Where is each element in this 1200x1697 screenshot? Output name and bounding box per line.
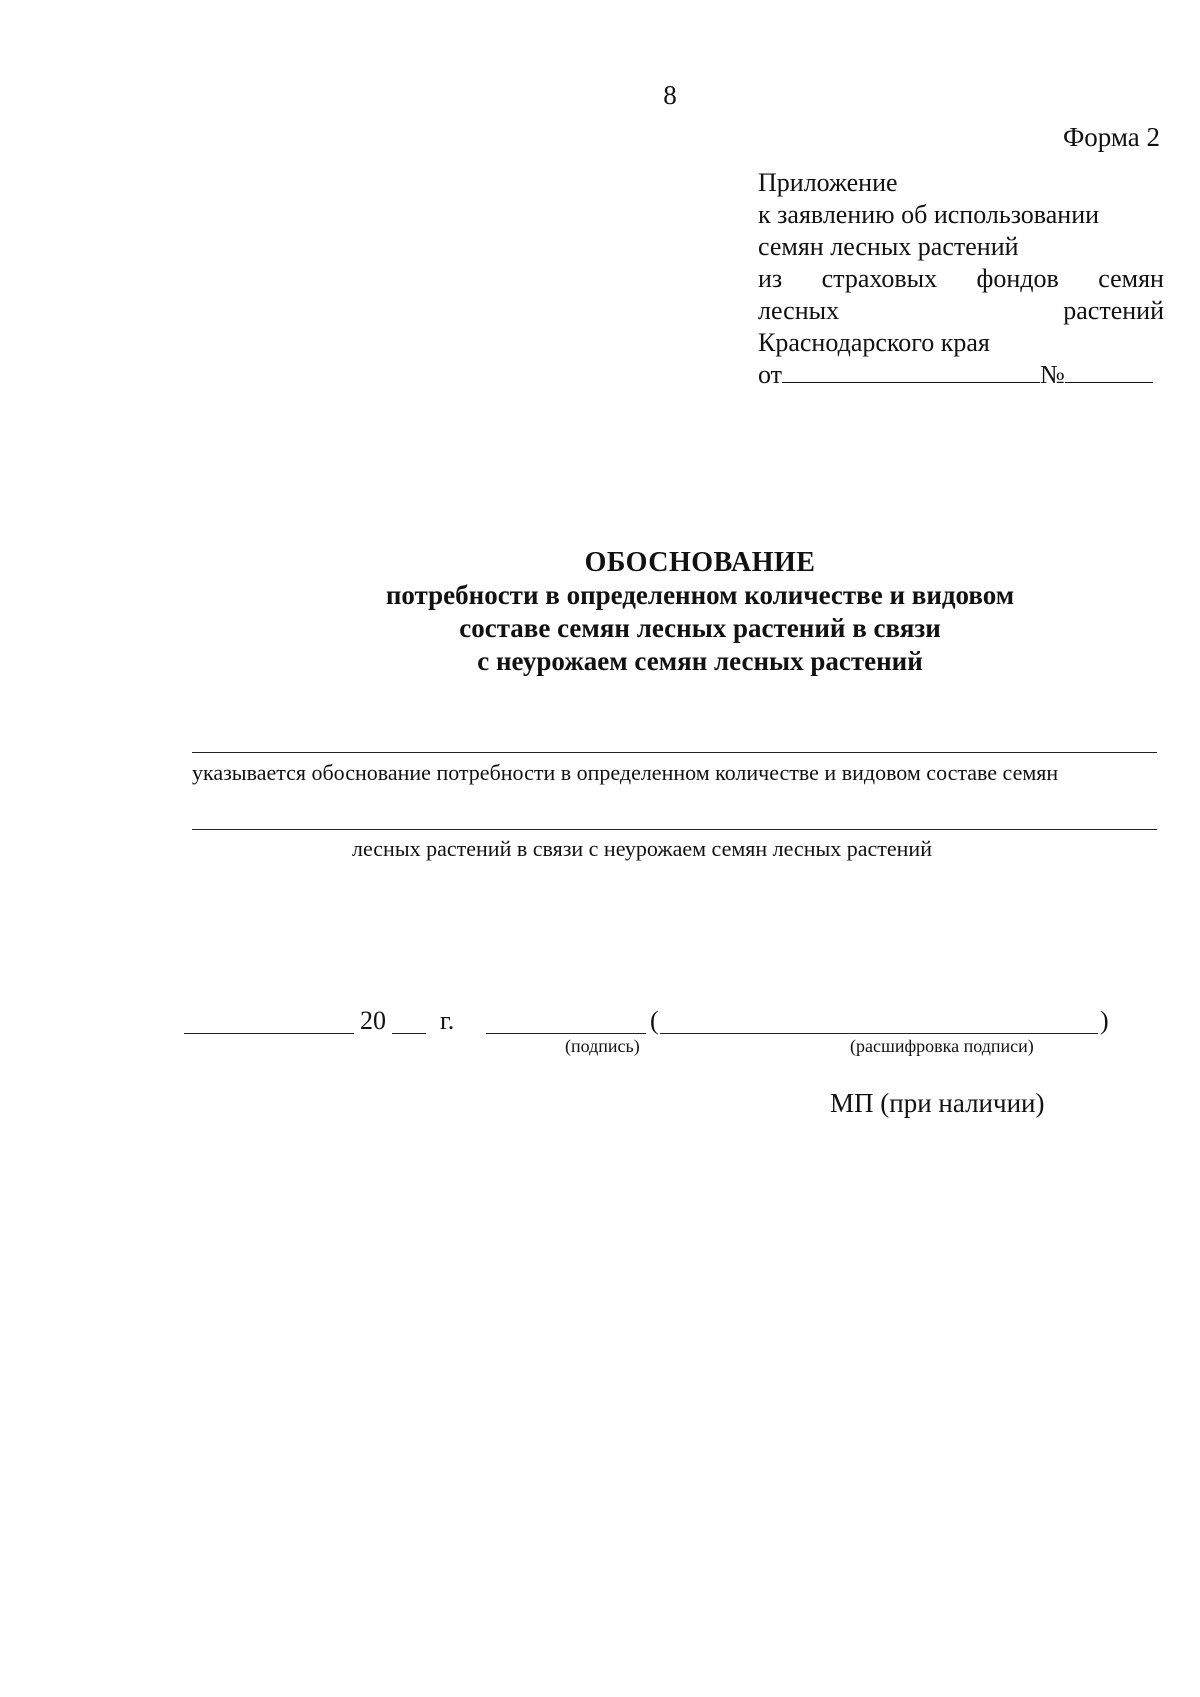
from-label: от: [758, 360, 783, 389]
justification-hint-2: лесных растений в связи с неурожаем семян лесных растений: [352, 836, 932, 861]
date-blank-field[interactable]: [782, 360, 1040, 383]
stamp-label: МП (при наличии): [830, 1088, 1045, 1118]
title-subline-3: с неурожаем семян лесных растений: [477, 646, 923, 676]
page-number: 8: [663, 80, 677, 110]
date-day-month-field[interactable]: [184, 1033, 354, 1034]
justification-field-line-2[interactable]: [192, 829, 1157, 830]
appendix-line-1: Приложение: [758, 168, 898, 197]
appendix-word: семян: [1098, 264, 1164, 293]
appendix-word: лесных: [758, 296, 840, 325]
appendix-word: растений: [1063, 296, 1164, 325]
appendix-date-line: [758, 359, 1164, 391]
appendix-word: из: [758, 264, 783, 293]
justification-hint-1: указывается обоснование потребности в определенном количестве и видовом составе семян: [192, 760, 1059, 785]
close-paren: ): [1100, 1006, 1109, 1035]
appendix-line-4: [758, 263, 1164, 295]
appendix-block: [758, 167, 1164, 391]
year-suffix: г.: [440, 1006, 455, 1035]
number-label: №: [1040, 360, 1065, 389]
number-blank-field[interactable]: [1065, 360, 1153, 383]
signature-field[interactable]: [486, 1033, 646, 1034]
signature-caption: (подпись): [565, 1036, 640, 1056]
year-prefix: 20: [360, 1006, 386, 1035]
signature-decoding-field[interactable]: [660, 1033, 1098, 1034]
appendix-line-5: [758, 295, 1164, 327]
form-label: Форма 2: [1062, 122, 1160, 152]
appendix-line-3: семян лесных растений: [758, 232, 1019, 261]
justification-field-line-1[interactable]: [192, 752, 1157, 753]
appendix-word: фондов: [976, 264, 1059, 293]
title-subline-2: составе семян лесных растений в связи: [459, 613, 941, 643]
title-subline-1: потребности в определенном количестве и видовом: [385, 580, 1015, 610]
open-paren: (: [650, 1006, 659, 1035]
decoding-caption: (расшифровка подписи): [850, 1036, 1034, 1056]
document-title: [0, 546, 1200, 678]
year-field[interactable]: [392, 1033, 426, 1034]
appendix-word: страховых: [821, 264, 938, 293]
appendix-line-2: к заявлению об использовании: [758, 200, 1100, 229]
title-main: ОБОСНОВАНИЕ: [584, 547, 816, 578]
appendix-line-6: Краснодарского края: [758, 328, 990, 357]
